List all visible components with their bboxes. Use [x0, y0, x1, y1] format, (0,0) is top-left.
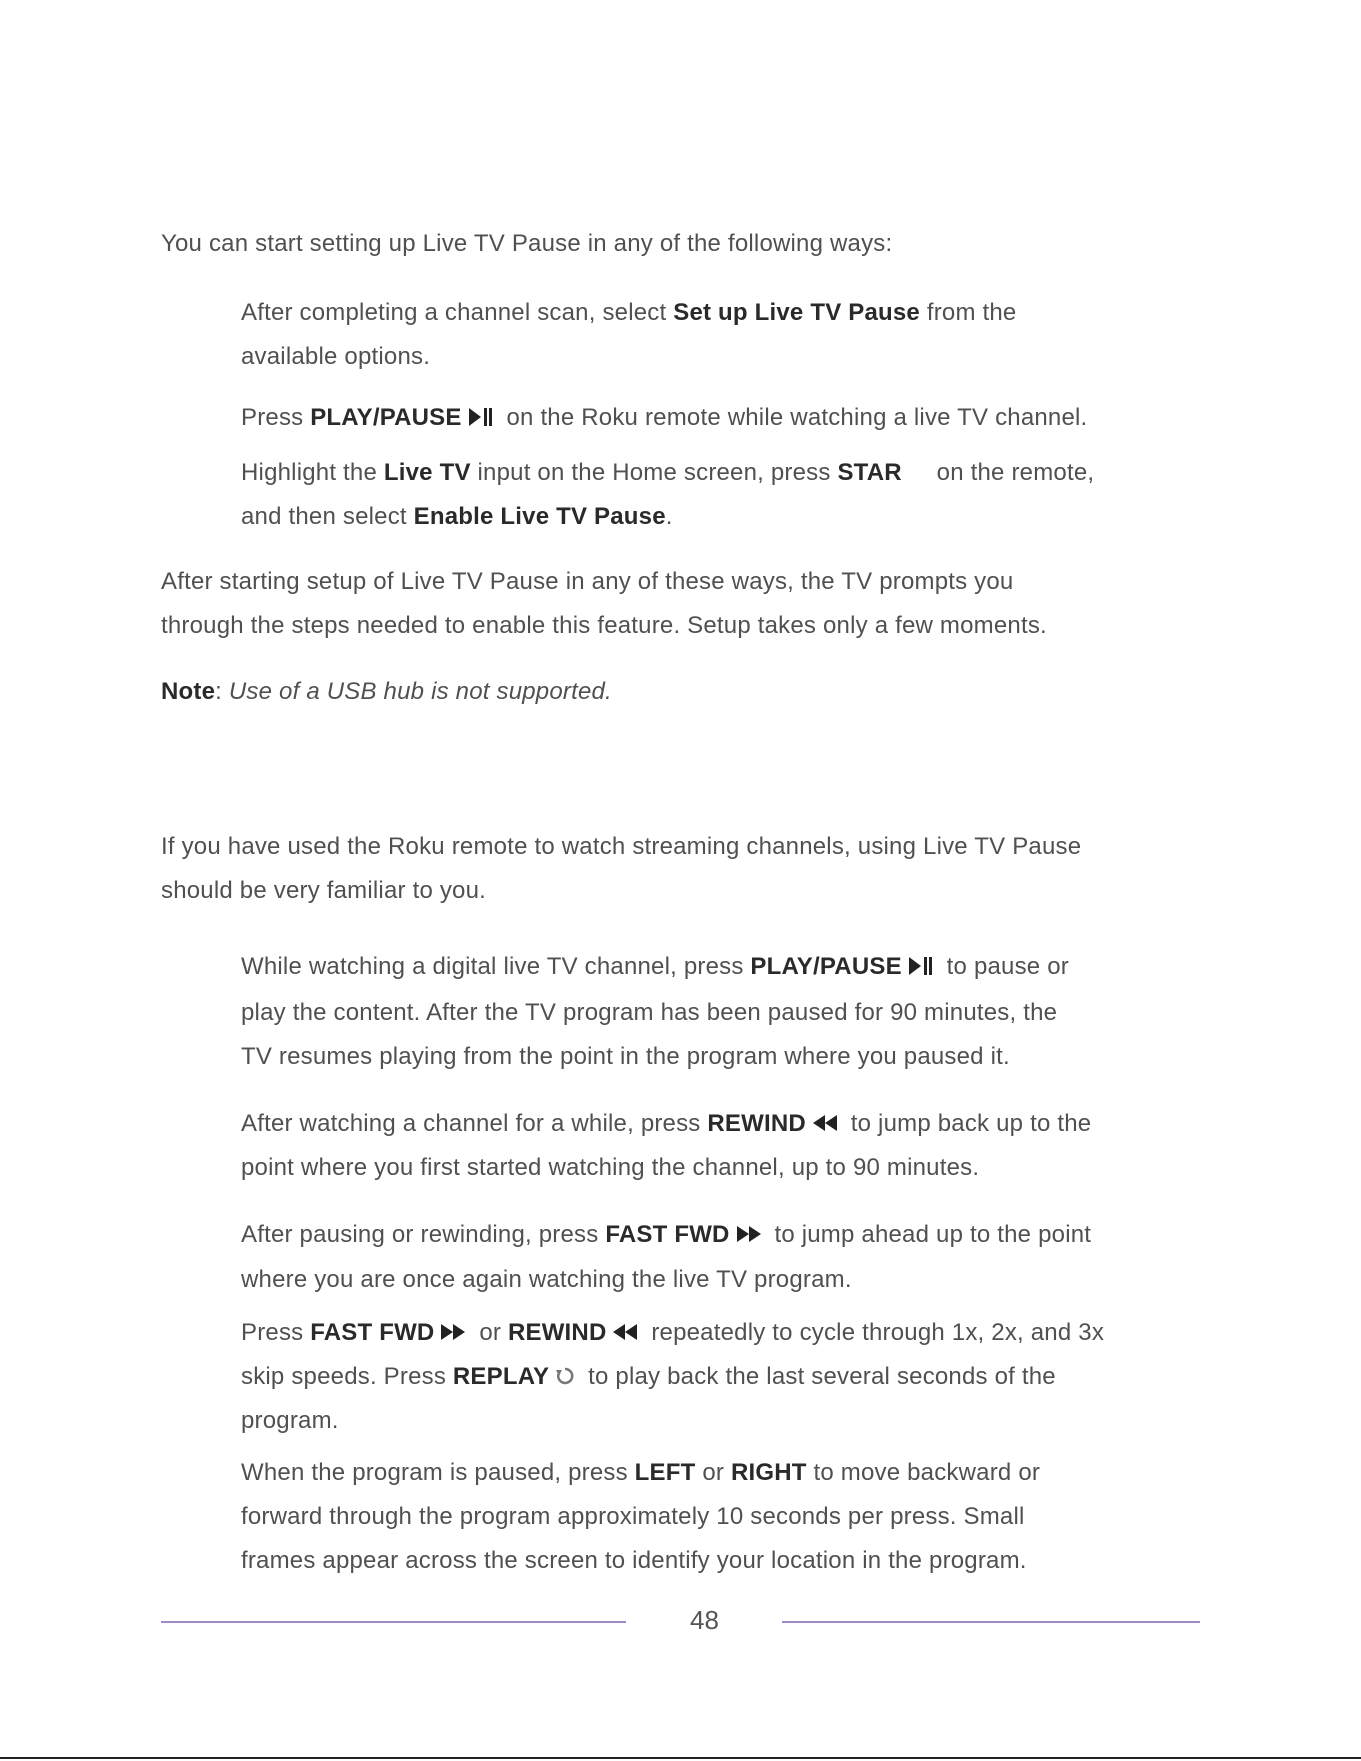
note-label: Note	[161, 678, 216, 705]
text: skip speeds. Press	[241, 1363, 453, 1390]
text: or	[472, 1319, 508, 1346]
text: or	[695, 1459, 731, 1486]
bold-text: PLAY/PAUSE	[310, 404, 462, 431]
list-item-pause-content-line3: TV resumes playing from the point in the program where you paused it.	[241, 1043, 1010, 1070]
text: and then select	[241, 503, 414, 530]
text: .	[665, 503, 673, 530]
list-item-skip-speeds	[241, 1318, 1104, 1348]
text: Press	[241, 404, 311, 431]
text: When the program is paused, press	[241, 1459, 635, 1486]
bold-text: Live TV	[383, 459, 471, 486]
text: input on the Home screen, press	[470, 459, 838, 486]
list-item-skip-speeds-line2	[241, 1362, 1056, 1392]
text: to jump back up to the	[843, 1110, 1092, 1137]
list-item-pause-content	[241, 952, 1069, 982]
bold-text: Enable Live TV Pause	[413, 503, 666, 530]
list-item-pause-content-line2: play the content. After the TV program has been paused for 90 minutes, the	[241, 999, 1058, 1026]
note-text: Use of a USB hub is not supported.	[228, 678, 612, 705]
text: to play back the last several seconds of the	[581, 1363, 1056, 1390]
list-item-fast-forward-line2: where you are once again watching the live TV program.	[241, 1266, 852, 1293]
bold-text: REWIND	[507, 1319, 607, 1346]
bold-text: STAR	[837, 459, 902, 486]
bold-text: RIGHT	[730, 1459, 807, 1486]
setup-paragraph-line1: After starting setup of Live TV Pause in any of these ways, the TV prompts you	[161, 568, 1014, 595]
list-item-left-right	[241, 1458, 1040, 1488]
bold-text: FAST FWD	[310, 1319, 435, 1346]
page-number: 48	[690, 1605, 719, 1635]
bold-text: REPLAY	[452, 1363, 550, 1390]
text: Highlight the	[241, 459, 384, 486]
rewind-icon	[612, 1323, 638, 1341]
intro-paragraph: You can start setting up Live TV Pause in any of the following ways:	[161, 230, 893, 257]
rewind-icon	[812, 1114, 838, 1132]
text: to jump ahead up to the point	[767, 1221, 1092, 1248]
familiar-paragraph-line1: If you have used the Roku remote to watch streaming channels, using Live TV Pause	[161, 833, 1082, 860]
list-item-channel-scan-line2: available options.	[241, 343, 431, 370]
list-item-channel-scan	[241, 298, 1016, 328]
footer-rule-right	[782, 1621, 1200, 1623]
text: After watching a channel for a while, press	[241, 1110, 708, 1137]
fast-forward-icon	[440, 1323, 466, 1341]
bold-text: Set up Live TV Pause	[673, 299, 920, 326]
bold-text: FAST FWD	[605, 1221, 730, 1248]
play-pause-icon	[908, 955, 934, 977]
text: After completing a channel scan, select	[241, 299, 674, 326]
list-item-fast-forward	[241, 1220, 1091, 1250]
play-pause-icon	[468, 406, 494, 428]
fast-forward-icon	[736, 1225, 762, 1243]
list-item-highlight-live-tv-line2	[241, 502, 673, 532]
text: repeatedly to cycle through 1x, 2x, and 3x	[644, 1319, 1105, 1346]
text: to pause or	[939, 953, 1069, 980]
list-item-skip-speeds-line3: program.	[241, 1407, 339, 1434]
text: After pausing or rewinding, press	[241, 1221, 606, 1248]
replay-icon	[555, 1366, 575, 1386]
list-item-left-right-line3: frames appear across the screen to identify your location in the program.	[241, 1547, 1027, 1574]
text: from the	[919, 299, 1017, 326]
text: to move backward or	[806, 1459, 1041, 1486]
footer-rule-left	[161, 1621, 626, 1623]
text: on the Roku remote while watching a live TV channel.	[499, 404, 1088, 431]
page-bottom-edge	[0, 1757, 1361, 1759]
list-item-rewind-line2: point where you first started watching the channel, up to 90 minutes.	[241, 1154, 980, 1181]
list-item-left-right-line2: forward through the program approximately 10 seconds per press. Small	[241, 1503, 1025, 1530]
familiar-paragraph-line2: should be very familiar to you.	[161, 877, 487, 904]
setup-paragraph-line2: through the steps needed to enable this feature. Setup takes only a few moments.	[161, 612, 1047, 639]
bold-text: LEFT	[634, 1459, 696, 1486]
bold-text: REWIND	[707, 1110, 806, 1137]
bold-text: PLAY/PAUSE	[750, 953, 902, 980]
text: Press	[241, 1319, 311, 1346]
list-item-rewind	[241, 1109, 1091, 1139]
list-item-play-pause	[241, 403, 1087, 433]
text: on the remote,	[929, 459, 1095, 486]
text: While watching a digital live TV channel, press	[241, 953, 751, 980]
list-item-highlight-live-tv	[241, 458, 1094, 488]
note	[161, 677, 612, 707]
text: :	[215, 678, 229, 705]
